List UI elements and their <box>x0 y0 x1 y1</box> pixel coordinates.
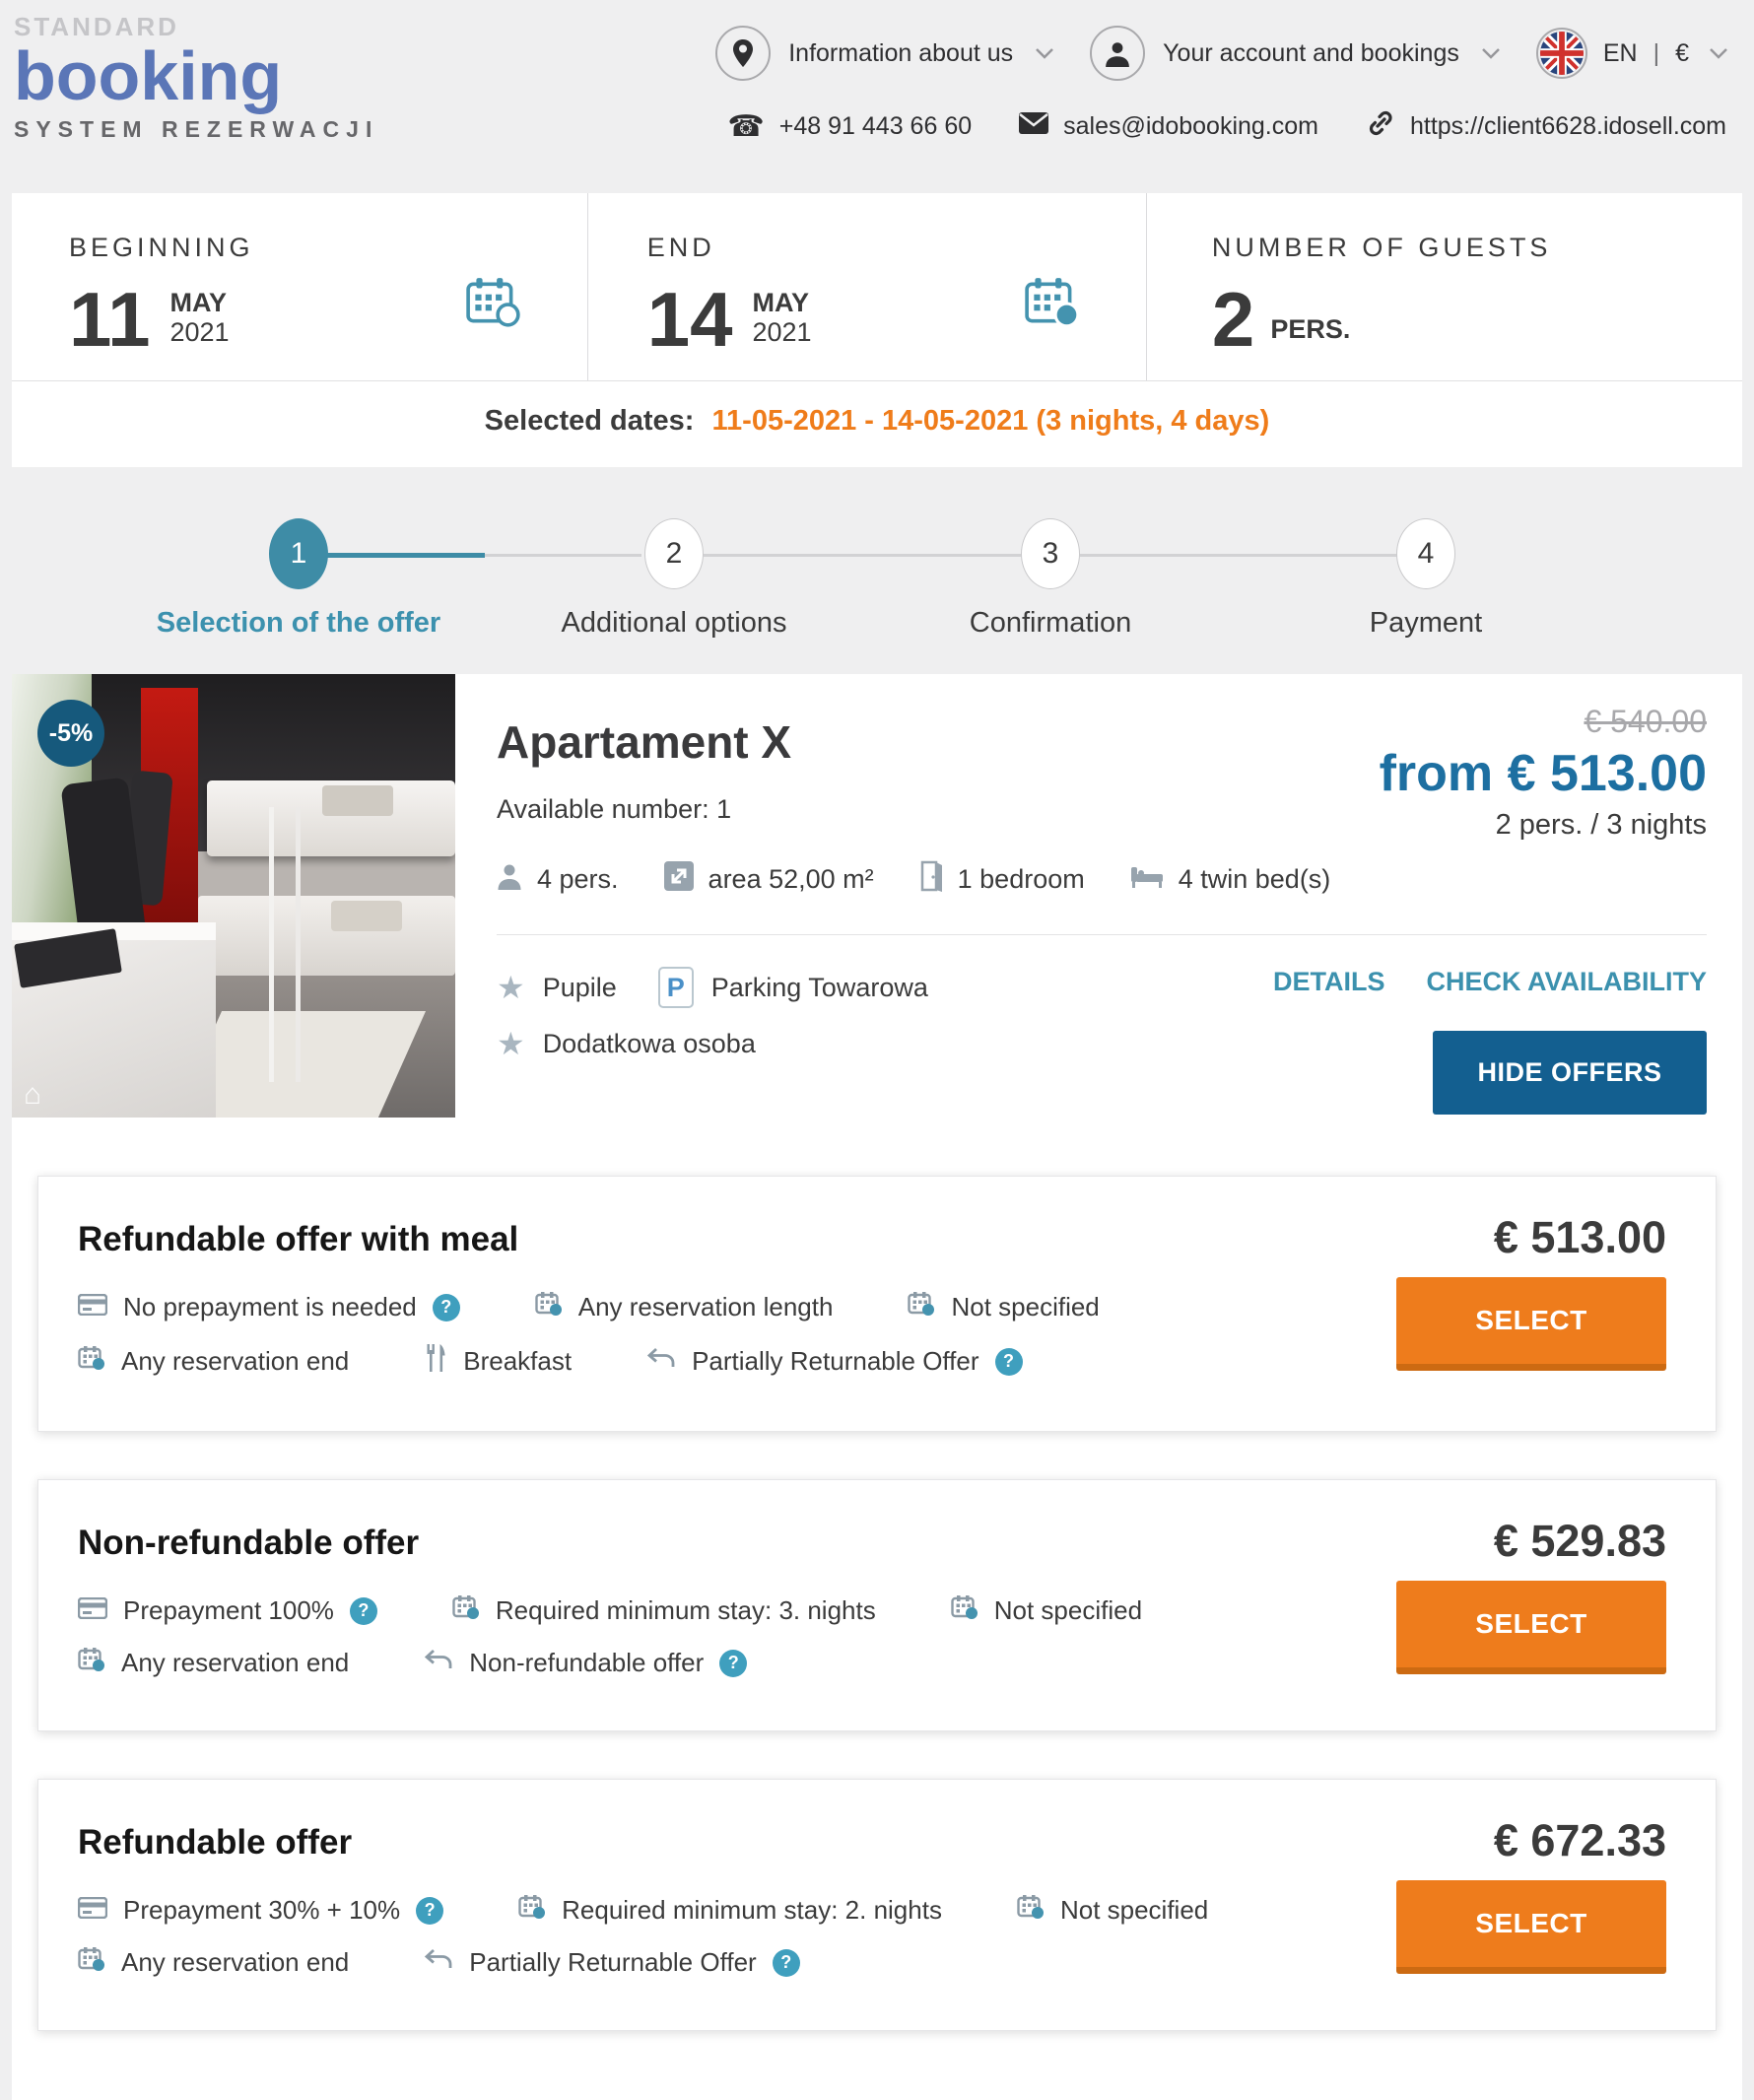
chevron-down-icon <box>1481 47 1501 59</box>
offer-feature: Partially Returnable Offer ? <box>646 1346 1022 1377</box>
offer-feature: Partially Returnable Offer ? <box>424 1947 799 1978</box>
step-4-circle <box>1396 518 1455 589</box>
end-day: 14 <box>646 276 733 363</box>
uk-flag-icon <box>1536 28 1587 79</box>
room-title: Apartament X <box>497 716 792 768</box>
beginning-year: 2021 <box>169 316 230 347</box>
old-price: € 540.00 <box>1584 704 1707 739</box>
envelope-icon <box>1019 112 1048 141</box>
help-icon[interactable]: ? <box>416 1897 443 1925</box>
feature-persons-label: 4 pers. <box>537 864 619 894</box>
person-icon <box>497 862 522 897</box>
header <box>0 0 1754 193</box>
step-connector <box>704 554 1021 557</box>
step-3-circle <box>1021 518 1080 589</box>
selected-dates-bar <box>12 380 1742 467</box>
guests-label: NUMBER OF GUESTS <box>1211 233 1552 262</box>
language-label: EN <box>1602 38 1638 67</box>
offer-feature: No prepayment is needed ? <box>78 1292 460 1322</box>
help-icon[interactable]: ? <box>350 1597 377 1625</box>
calendar-end-icon[interactable] <box>1024 276 1081 334</box>
beginning-day: 11 <box>69 276 151 363</box>
home-icon: ⌂ <box>24 1078 42 1111</box>
offer-card-non-refundable <box>37 1479 1717 1731</box>
feature-area <box>664 861 874 898</box>
website-link[interactable] <box>1366 108 1726 145</box>
phone-number: +48 91 443 66 60 <box>778 112 973 140</box>
offer-panel <box>12 674 1742 2100</box>
calendar-icon <box>951 1594 978 1627</box>
offers-list <box>37 1176 1717 2031</box>
offer-feature: Non-refundable offer ? <box>424 1648 747 1678</box>
offer-feature: Not specified <box>951 1594 1142 1627</box>
beginning-date-field[interactable] <box>12 193 588 380</box>
price-note: 2 pers. / 3 nights <box>1495 809 1707 841</box>
room-summary <box>497 674 1330 899</box>
select-button[interactable]: SELECT <box>1396 1880 1666 1974</box>
offer-feature: Required minimum stay: 2. nights <box>518 1894 942 1927</box>
calendar-icon <box>78 1647 105 1679</box>
area-icon <box>664 861 694 898</box>
nav-information-label: Information about us <box>788 38 1014 67</box>
logo-sub-text: SYSTEM REZERWACJI <box>14 116 379 142</box>
step-4-number: 4 <box>1417 537 1435 570</box>
select-button[interactable]: SELECT <box>1396 1581 1666 1674</box>
step-2-circle <box>644 518 704 589</box>
help-icon[interactable]: ? <box>773 1949 800 1977</box>
guests-count: 2 <box>1211 276 1255 363</box>
currency-label: € <box>1675 38 1689 67</box>
offer-price: € 672.33 <box>1493 1815 1666 1865</box>
end-date-field[interactable] <box>588 193 1147 380</box>
offer-feature: Prepayment 30% + 10% ? <box>78 1895 443 1926</box>
end-label: END <box>646 233 715 262</box>
credit-card-icon <box>78 1595 107 1626</box>
calendar-start-icon[interactable] <box>465 276 522 334</box>
phone-link[interactable] <box>727 109 972 144</box>
credit-card-icon <box>78 1292 107 1322</box>
offer-card-refundable-with-meal <box>37 1176 1717 1432</box>
separator: | <box>1653 38 1660 67</box>
logo-top-text: STANDARD <box>14 12 179 41</box>
feature-area-label: area 52,00 m² <box>708 864 874 894</box>
check-availability-link[interactable]: CHECK AVAILABILITY <box>1426 967 1707 996</box>
amenity-parking-label: Parking Towarowa <box>710 972 928 1002</box>
selected-dates-prefix: Selected dates: <box>484 405 695 437</box>
help-icon[interactable]: ? <box>995 1348 1023 1376</box>
discount-badge: -5% <box>37 700 104 767</box>
feature-bedroom-label: 1 bedroom <box>957 864 1085 894</box>
step-1-label: Selection of the offer <box>156 607 441 639</box>
offer-card-refundable <box>37 1779 1717 2031</box>
offer-title: Non-refundable offer <box>78 1524 420 1562</box>
step-connector-active <box>325 553 485 558</box>
offer-title: Refundable offer with meal <box>78 1220 519 1258</box>
end-year: 2021 <box>752 316 812 347</box>
beginning-month: MAY <box>169 288 227 317</box>
offer-feature: Any reservation end <box>78 1647 349 1679</box>
email-link[interactable] <box>1019 112 1318 141</box>
offer-feature: Any reservation end <box>78 1946 349 1979</box>
room-photo[interactable] <box>12 674 455 1118</box>
offer-feature: Any reservation end <box>78 1345 349 1378</box>
chevron-down-icon <box>1035 47 1054 59</box>
step-connector <box>1080 554 1396 557</box>
nav-item-information[interactable] <box>715 26 1054 81</box>
amenities <box>497 967 928 1115</box>
offer-price: € 513.00 <box>1493 1212 1666 1262</box>
calendar-icon <box>535 1291 563 1323</box>
offer-feature: Breakfast <box>424 1343 572 1380</box>
amenity-pupile-label: Pupile <box>542 972 617 1002</box>
guests-field[interactable] <box>1147 193 1742 380</box>
logo-main-text: booking <box>14 37 283 114</box>
return-arrow-icon <box>646 1346 676 1377</box>
phone-icon: ☎ <box>727 110 765 143</box>
availability-count: Available number: 1 <box>497 794 732 824</box>
current-price: from € 513.00 <box>1379 745 1707 802</box>
credit-card-icon <box>78 1895 107 1926</box>
feature-persons <box>497 862 619 897</box>
return-arrow-icon <box>424 1648 453 1678</box>
step-1-number: 1 <box>290 537 307 570</box>
beginning-label: BEGINNING <box>69 233 254 262</box>
calendar-icon <box>1017 1894 1045 1927</box>
help-icon[interactable]: ? <box>433 1294 460 1321</box>
star-icon: ★ <box>497 970 525 1005</box>
parking-icon: P <box>658 967 694 1008</box>
step-2-number: 2 <box>665 537 683 570</box>
nav-item-account[interactable] <box>1090 26 1501 81</box>
cutlery-icon <box>424 1343 447 1380</box>
calendar-icon <box>452 1594 480 1627</box>
amenity-extra-person-label: Dodatkowa osoba <box>542 1028 756 1058</box>
calendar-icon <box>78 1946 105 1979</box>
feature-bedroom <box>919 860 1085 899</box>
step-1-circle <box>269 518 328 589</box>
help-icon[interactable]: ? <box>719 1650 747 1677</box>
price-block <box>1380 704 1707 899</box>
step-3-label: Confirmation <box>969 607 1132 639</box>
details-link[interactable]: DETAILS <box>1273 967 1385 996</box>
calendar-icon <box>78 1345 105 1378</box>
hide-offers-button[interactable]: HIDE OFFERS <box>1433 1031 1707 1115</box>
return-arrow-icon <box>424 1947 453 1978</box>
top-nav <box>715 26 1728 81</box>
door-icon <box>919 860 943 899</box>
header-right <box>715 14 1728 183</box>
website-url: https://client6628.idosell.com <box>1409 112 1726 140</box>
offer-feature: Prepayment 100% ? <box>78 1595 377 1626</box>
chevron-down-icon <box>1709 47 1728 59</box>
offer-feature: Not specified <box>1017 1894 1208 1927</box>
offer-feature: Required minimum stay: 3. nights <box>452 1594 876 1627</box>
offer-feature: Not specified <box>908 1291 1099 1323</box>
link-icon <box>1366 108 1395 145</box>
room-features <box>497 860 1330 899</box>
language-currency-selector[interactable] <box>1536 28 1728 79</box>
date-selection-panel <box>12 193 1742 380</box>
room-info <box>497 674 1742 1115</box>
room-actions <box>1273 967 1707 1115</box>
step-4-label: Payment <box>1369 607 1483 639</box>
bed-icon <box>1130 863 1164 896</box>
offer-feature: Any reservation length <box>535 1291 834 1323</box>
amenity-parking <box>658 967 928 1008</box>
feature-beds-label: 4 twin bed(s) <box>1178 864 1331 894</box>
brand-logo[interactable] <box>14 14 378 183</box>
amenity-pupile <box>497 972 617 1003</box>
amenity-extra-person <box>497 1028 756 1059</box>
selected-dates-value: 11-05-2021 - 14-05-2021 (3 nights, 4 days) <box>711 405 1270 437</box>
location-pin-icon <box>715 26 771 81</box>
end-month: MAY <box>752 288 810 317</box>
booking-steps <box>0 467 1754 674</box>
feature-beds <box>1130 863 1331 896</box>
star-icon: ★ <box>497 1026 525 1061</box>
email-address: sales@idobooking.com <box>1063 112 1318 140</box>
select-button[interactable]: SELECT <box>1396 1277 1666 1371</box>
step-2-label: Additional options <box>561 607 787 639</box>
calendar-icon <box>908 1291 935 1323</box>
guests-unit: PERS. <box>1270 314 1351 345</box>
offer-price: € 529.83 <box>1493 1516 1666 1566</box>
step-3-number: 3 <box>1042 537 1059 570</box>
nav-account-label: Your account and bookings <box>1163 38 1459 67</box>
person-icon <box>1090 26 1145 81</box>
offer-title: Refundable offer <box>78 1823 353 1862</box>
contact-row <box>727 108 1728 145</box>
calendar-icon <box>518 1894 546 1927</box>
